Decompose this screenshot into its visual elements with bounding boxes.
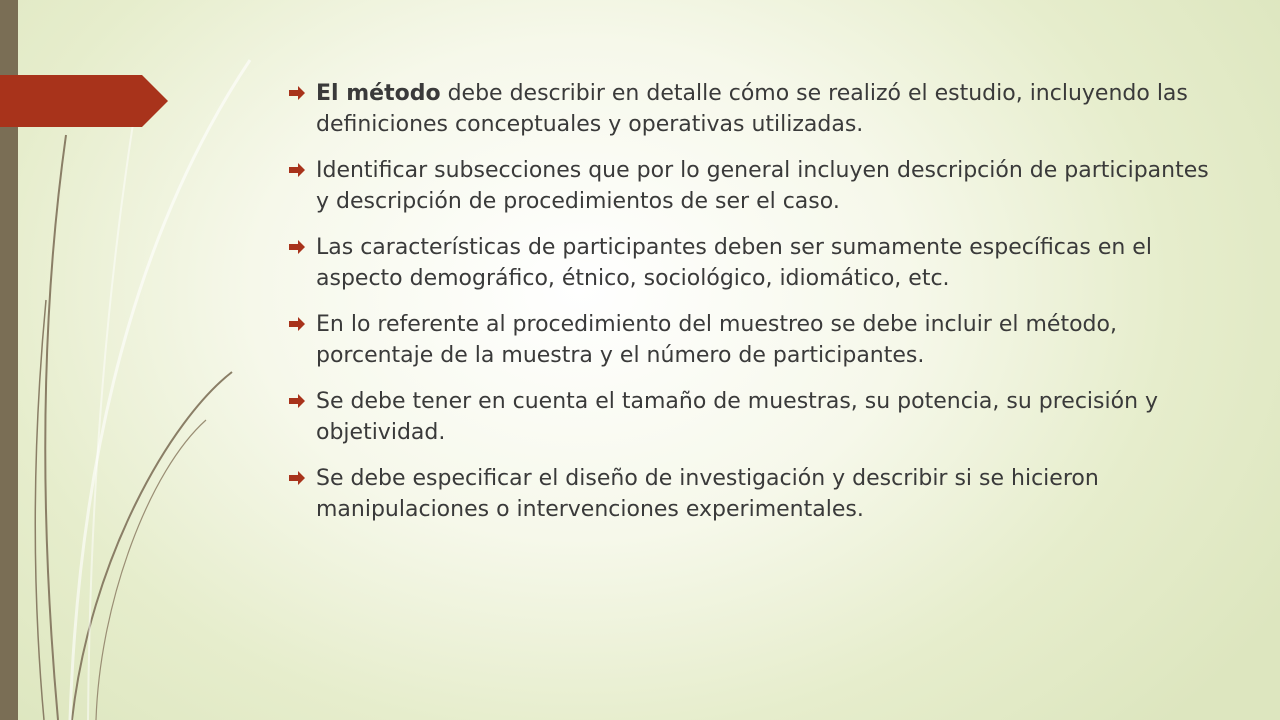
bullet-text: Las características de participantes deben ser sumamente específicas en el aspecto demográfico, étnico, sociológico, idiomático, etc.	[316, 235, 1152, 291]
bullet-item	[288, 386, 1218, 448]
bullet-text: En lo referente al procedimiento del muestreo se debe incluir el método, porcentaje de la muestra y el número de participantes.	[316, 312, 1117, 368]
bullet-item	[288, 155, 1218, 217]
arrow-right-icon	[288, 161, 306, 179]
bullet-text: Identificar subsecciones que por lo general incluyen descripción de participantes y descripción de procedimientos de ser el caso.	[316, 158, 1209, 214]
bullet-text: debe describir en detalle cómo se realizó el estudio, incluyendo las definiciones conceptuales y operativas utilizadas.	[316, 81, 1188, 137]
bullet-list	[288, 78, 1218, 540]
bullet-text: Se debe tener en cuenta el tamaño de muestras, su potencia, su precisión y objetividad.	[316, 389, 1159, 445]
bullet-item	[288, 78, 1218, 140]
bullet-item	[288, 309, 1218, 371]
bullet-emphasis: El método	[316, 81, 441, 106]
arrow-right-icon	[288, 238, 306, 256]
bullet-item	[288, 463, 1218, 525]
arrow-right-icon	[288, 315, 306, 333]
arrow-right-icon	[288, 392, 306, 410]
bullet-item	[288, 232, 1218, 294]
bullet-text: Se debe especificar el diseño de investigación y describir si se hicieron manipulaciones o intervenciones experimentales.	[316, 466, 1099, 522]
accent-tab	[0, 75, 168, 127]
arrow-right-icon	[288, 84, 306, 102]
arrow-right-icon	[288, 469, 306, 487]
